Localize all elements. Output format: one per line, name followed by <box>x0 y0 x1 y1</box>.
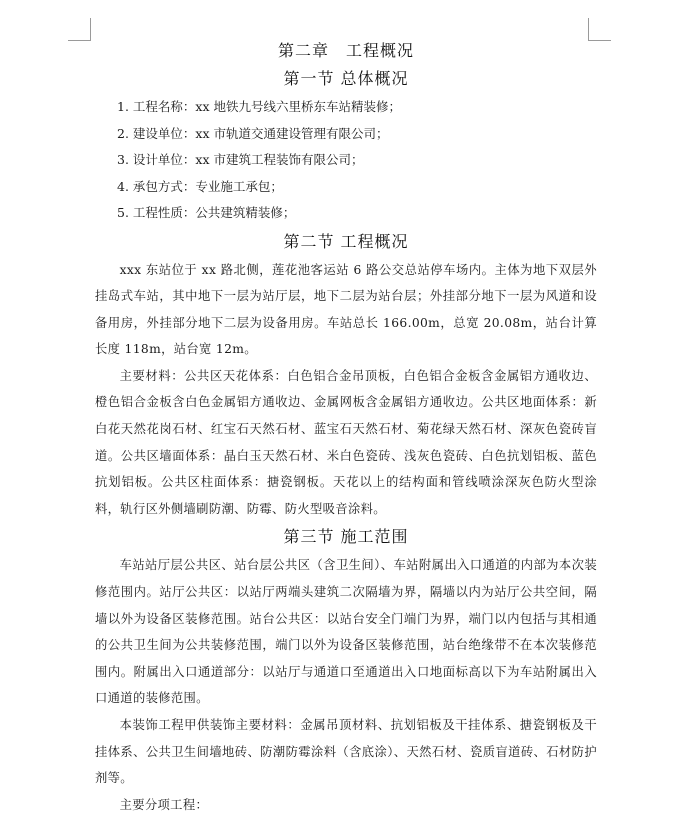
section-project-title: 第二节 工程概况 <box>283 231 409 251</box>
project-location-paragraph: xxx 东站位于 xx 路北侧，莲花池客运站 6 路公交总站停车场内。主体为地下双层外挂岛式车站，其中地下一层为站厅层，地下二层为站台层；外挂部分地下一层为风道和设备用房，外挂部分地下二层为设备用房。车站总长 166.00m，总宽 20.08m，站台计算长度 118m，站台宽 12m。 <box>95 262 597 357</box>
section-overview-title: 第一节 总体概况 <box>283 69 409 88</box>
section-scope-title: 第三节 施工范围 <box>283 527 409 547</box>
document-page <box>95 38 597 818</box>
materials-paragraph: 主要材料：公共区天花体系：白色铝合金吊顶板，白色铝合金板含金属铝方通收边、橙色铝合金板含白色金属铝方通收边、金属网板含金属铝方通收边。公共区地面体系：新白花天然花岗石材、红宝石天然石材、蓝宝石天然石材、菊花绿天然石材、深灰色瓷砖盲道。公共区墙面体系：晶白玉天然石材、米白色瓷砖、浅灰色瓷砖、白色抗划铝板、蓝色抗划铝板。公共区柱面体系：搪瓷钢板。天花以上的结构面和管线喷涂深灰色防火型涂料，轨行区外侧墙刷防潮、防霉、防火型吸音涂料。 <box>95 368 597 516</box>
list-item: 4. 承包方式：专业施工承包； <box>117 178 283 194</box>
chapter-title: 第二章 工程概况 <box>277 41 414 60</box>
overview-list <box>95 94 597 227</box>
list-item: 5. 工程性质：公共建筑精装修； <box>117 205 296 220</box>
scope-paragraph: 车站站厅层公共区、站台层公共区（含卫生间）、车站附属出入口通道的内部为本次装修范围内。站厅公共区：以站厅两端头建筑二次隔墙为界，隔墙以内为站厅公共空间，隔墙以外为设备区装修范围。站台公共区：以站台安全门端门为界，端门以内包括与其相通的公共卫生间为公共装修范围，端门以外为设备区装修范围，站台绝缘带不在本次装修范围内。附属出入口通道部分：以站厅与通道口至通道出入口地面标高以下为车站附属出入口通道的装修范围。 <box>95 558 597 706</box>
list-item: 3. 设计单位：xx 市建筑工程装饰有限公司； <box>117 152 364 167</box>
supplied-materials-paragraph: 本装饰工程甲供装饰主要材料：金属吊顶材料、抗划铝板及干挂体系、搪瓷钢板及干挂体系、公共卫生间墙地砖、防潮防霉涂料（含底涂）、天然石材、瓷质盲道砖、石材防护剂等。 <box>95 718 597 786</box>
page-corner-mark-left <box>68 18 91 41</box>
list-item: 1. 工程名称：xx 地铁九号线六里桥东车站精装修； <box>117 99 401 114</box>
list-item: 2. 建设单位：xx 市轨道交通建设管理有限公司； <box>117 125 389 141</box>
sub-works-heading: 主要分项工程： <box>119 797 209 812</box>
